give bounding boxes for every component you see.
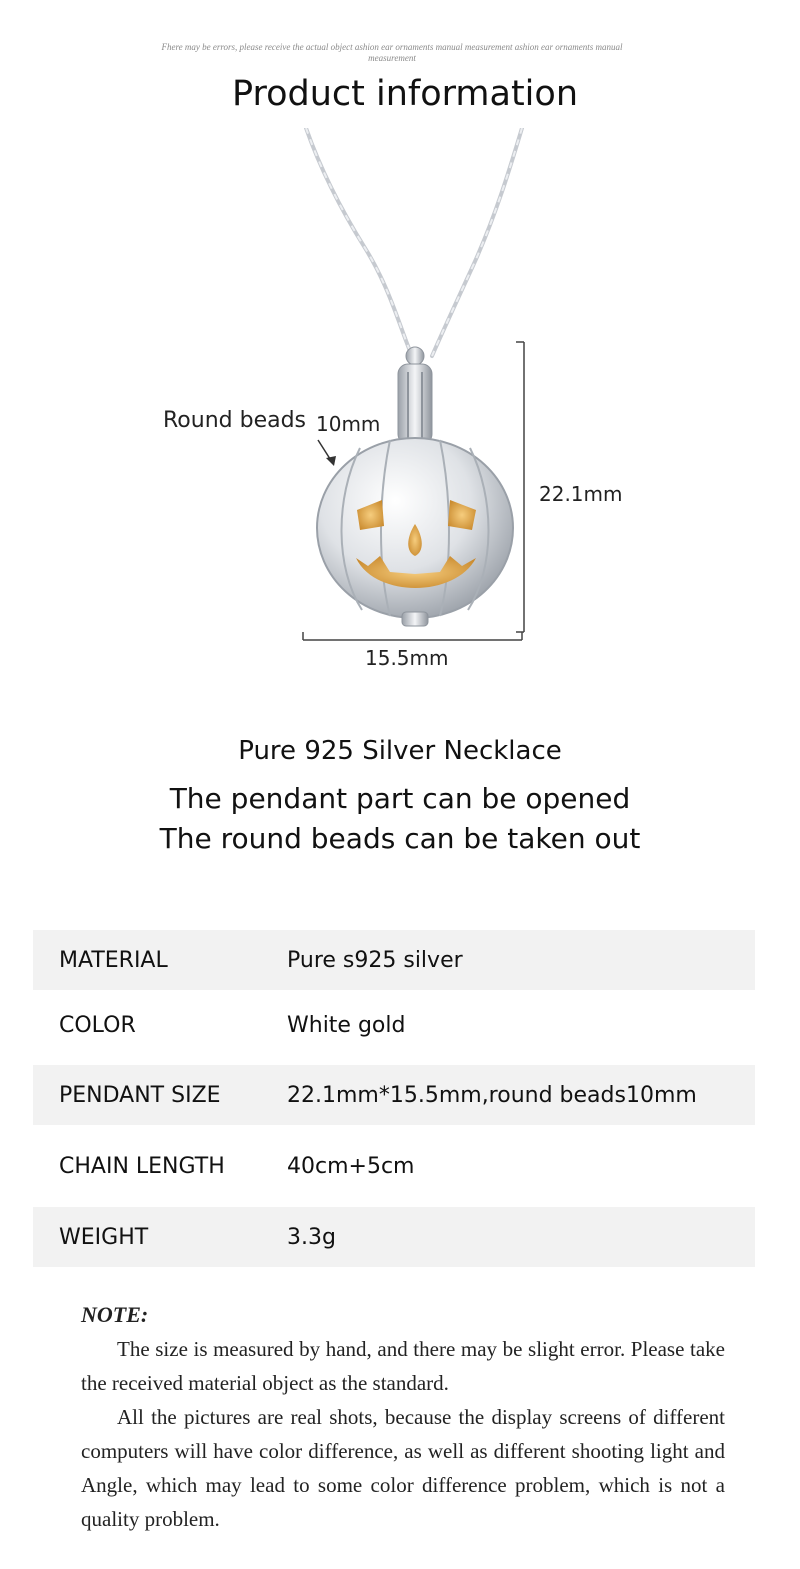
spec-row-material: [33, 930, 755, 990]
spec-value: 22.1mm*15.5mm,round beads10mm: [287, 1082, 697, 1108]
feature-line-1: The pendant part can be opened: [169, 782, 631, 815]
spec-label: MATERIAL: [59, 947, 168, 973]
bail: [398, 364, 432, 444]
spec-row-weight: [33, 1207, 755, 1267]
spec-value: 3.3g: [287, 1224, 336, 1250]
feature-line-2: The round beads can be taken out: [159, 822, 641, 855]
product-name: Pure 925 Silver Necklace: [238, 736, 562, 766]
height-dimension-line: [516, 342, 524, 632]
spec-row-chain-length: [33, 1125, 755, 1207]
spec-value: 40cm+5cm: [287, 1153, 415, 1179]
round-beads-label: Round beads: [163, 408, 307, 433]
spec-label: WEIGHT: [59, 1224, 149, 1250]
page-title: Product information: [231, 74, 579, 114]
spec-label: PENDANT SIZE: [59, 1082, 221, 1108]
spec-table: [33, 930, 755, 1267]
spec-value: Pure s925 silver: [287, 947, 463, 973]
bail-ball: [406, 347, 424, 365]
spec-row-pendant-size: [33, 1065, 755, 1125]
note-paragraph-2: All the pictures are real shots, because the display screens of different computers will have color difference, as well as different shooting light and Angle, which may lead to some color difference problem, which is not a quality problem.: [81, 1405, 725, 1531]
height-label: 22.1mm: [539, 482, 623, 506]
spec-label: COLOR: [59, 1012, 136, 1038]
pumpkin-pendant: [317, 438, 513, 618]
width-dimension-line: [303, 632, 522, 640]
round-beads-size: 10mm: [316, 412, 381, 436]
note-section: [81, 1298, 725, 1536]
measurement-disclaimer: Fhere may be errors, please receive the actual object ashion ear ornaments manual measurement ashion ear ornaments manual measurement: [161, 42, 623, 63]
note-title: NOTE:: [81, 1302, 149, 1327]
spec-row-color: [33, 990, 755, 1060]
spec-label: CHAIN LENGTH: [59, 1153, 225, 1179]
width-label: 15.5mm: [365, 646, 449, 670]
chain: [306, 128, 522, 356]
spec-value: White gold: [287, 1012, 406, 1038]
note-paragraph-1: The size is measured by hand, and there may be slight error. Please take the received material object as the standard.: [81, 1337, 725, 1395]
